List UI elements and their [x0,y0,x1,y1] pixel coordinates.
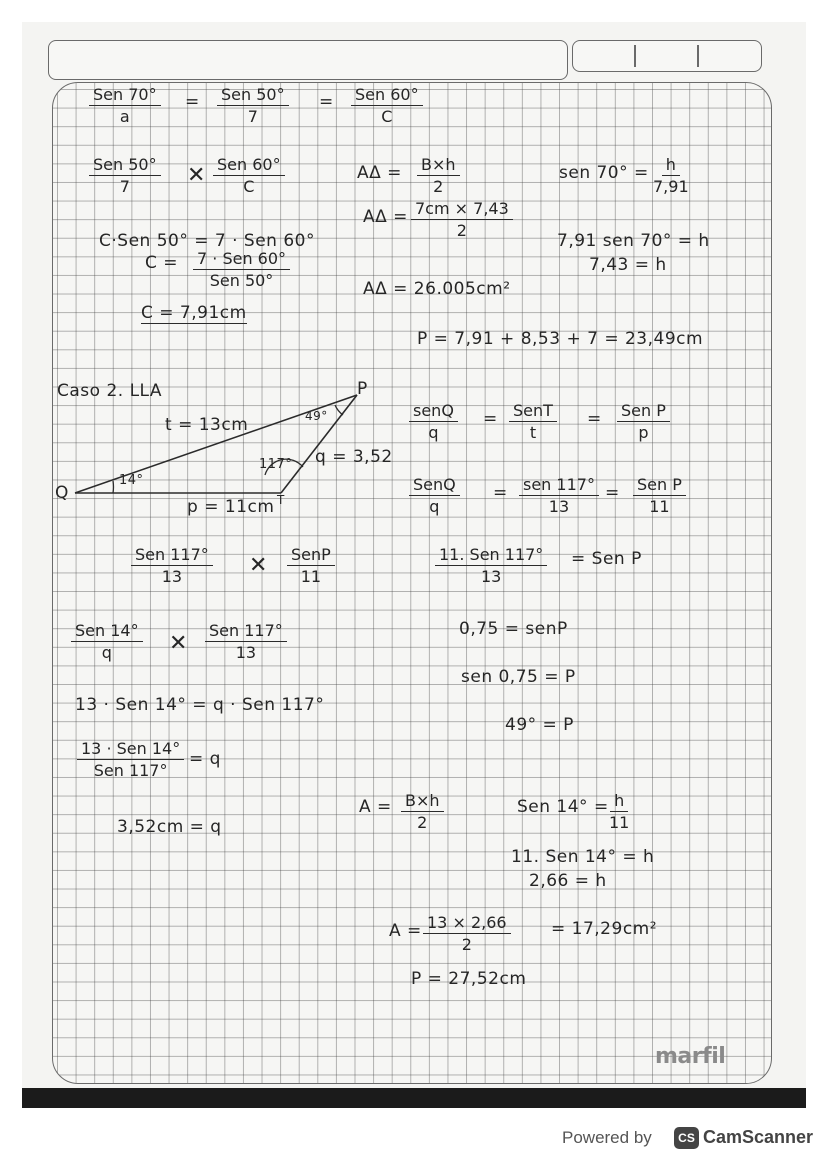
p-value-3: 49° = P [505,715,574,735]
area-sub-num: 7cm × 7,43 [411,199,513,220]
area-formula-2-num: B×h [401,791,444,812]
cross-a-left-num: Sen 117° [131,545,213,566]
case1-step2-num: 7 · Sen 60° [193,249,290,270]
law-sines-3-num: Sen P [617,401,670,422]
cross-b-left-den: q [101,643,112,662]
vertex-q: Q [55,483,69,503]
q-fraction-den: Sen 117° [93,761,168,780]
angle-t-label: 117° [259,457,293,472]
sub-sines-3-num: Sen P [633,475,686,496]
area2-num: 13 × 2,66 [423,913,511,934]
notebook-brand-logo: marfil [655,1044,726,1069]
cross-b-right [205,621,287,662]
equals-sign: = [483,409,498,429]
sen14-fraction [609,791,629,832]
vertex-p: P [357,379,368,399]
header-name-box [48,40,568,80]
sub-sines-2-den: 13 [548,497,570,516]
ratio-a-num: Sen 70° [89,85,161,106]
area-den: 2 [433,177,444,196]
cross-a-right [287,545,335,586]
area-formula-2-den: 2 [417,813,428,832]
grid-page [52,82,772,1084]
q-result: 3,52cm = q [117,817,222,837]
cross-left-den: 7 [119,177,130,196]
case2-title: Caso 2. LLA [57,381,163,401]
powered-by-text: Powered by [562,1128,652,1147]
ratio-b-den: 7 [247,107,258,126]
sen14-den: 11 [609,813,630,832]
angle-p-arc [335,405,343,415]
cross-b-right-num: Sen 117° [205,621,287,642]
equals-sign: = [587,409,602,429]
area-formula-2 [401,791,444,832]
case1-perimeter: P = 7,91 + 8,53 + 7 = 23,49cm [417,329,704,349]
area-sub-den: 2 [456,221,467,240]
sub-sines-2-num: sen 117° [519,475,599,496]
sen70-den: 7,91 [653,177,689,196]
ratio-c-num: Sen 60° [351,85,423,106]
case1-step1: C·Sen 50° = 7 · Sen 60° [99,231,315,251]
sen14-num: h [610,791,628,812]
equals-sign: = [185,92,200,112]
h2-step: 11. Sen 14° = h [511,847,655,867]
area-result: AΔ = 26.005cm² [363,279,511,299]
date-divider [634,45,636,67]
equals-sign: = [319,92,334,112]
h-result: 7,43 = h [589,255,667,275]
h-step: 7,91 sen 70° = h [557,231,710,251]
cross-multiply-icon: ✕ [187,163,206,188]
law-sines-1 [409,401,458,442]
date-divider [697,45,699,67]
vertex-t: T [277,493,285,507]
cross-b-right-den: 13 [235,643,257,662]
area2-result: = 17,29cm² [551,919,658,939]
sub-sines-3-den: 11 [649,497,670,516]
sub-sines-3 [633,475,686,516]
ratio-a-den: a [119,107,130,126]
sen70-lhs: sen 70° = [559,163,649,183]
cross-right-num: Sen 60° [213,155,285,176]
side-q-label: q = 3,52 [315,447,393,467]
p-fraction-den: 13 [480,567,502,586]
header-date-box [572,40,762,72]
area2-den: 2 [461,935,472,954]
p-value-1: 0,75 = senP [459,619,568,639]
law-sines-2-den: t [529,423,537,442]
law-sines-2 [509,401,557,442]
cross-b-left-num: Sen 14° [71,621,143,642]
law-sines-1-num: senQ [409,401,458,422]
cross-left-num: Sen 50° [89,155,161,176]
case2-perimeter: P = 27,52cm [411,969,527,989]
side-t-label: t = 13cm [165,415,249,435]
sub-sines-1-den: q [429,497,440,516]
p-fraction [435,545,547,586]
area-sub-lhs: AΔ = [363,207,408,227]
law-sines-2-num: SenT [509,401,557,422]
angle-p-label: 49° [305,409,328,423]
q-fraction-rhs: = q [189,749,221,769]
cross-multiply-icon: ✕ [169,631,188,656]
q-fraction [77,739,184,780]
p-fraction-num: 11. Sen 117° [435,545,547,566]
cross-multiply-icon: ✕ [249,553,268,578]
sub-sines-1 [409,475,460,516]
cross-a-left-den: 13 [161,567,183,586]
scan-edge-shadow [22,1088,806,1108]
area2-lhs-b: A = [389,921,422,941]
equals-sign: = [493,483,508,503]
p-fraction-rhs: = Sen P [571,549,642,569]
cross-right-den: C [243,177,255,196]
angle-q-label: 14° [119,473,144,488]
camscanner-icon: CS [674,1127,699,1149]
cross-a-right-den: 11 [300,567,322,586]
cross-a-right-num: SenP [287,545,335,566]
law-sines-3-den: p [638,423,649,442]
side-p-label: p = 11cm [187,497,275,517]
p-value-2: sen 0,75 = P [461,667,576,687]
area2-lhs-a: A = [359,797,392,817]
cross-a-left [131,545,213,586]
h2-result: 2,66 = h [529,871,607,891]
case1-result: C = 7,91cm [141,303,247,323]
sub-sines-1-num: SenQ [409,475,460,496]
ratio-b-num: Sen 50° [217,85,289,106]
law-sines-3 [617,401,670,442]
law-sines-1-den: q [428,423,439,442]
q-step-1: 13 · Sen 14° = q · Sen 117° [75,695,325,715]
area2-fraction [423,913,511,954]
sub-sines-2 [519,475,599,516]
ratio-c-den: C [381,107,393,126]
sen70-num: h [662,155,680,176]
camscanner-name: CamScanner [703,1127,814,1147]
q-fraction-num: 13 · Sen 14° [77,739,184,760]
cross-b-left [71,621,143,662]
sen14-lhs: Sen 14° = [517,797,609,817]
area-num: B×h [417,155,460,176]
area-lhs: AΔ = [357,163,402,183]
case1-step2-den: Sen 50° [209,271,274,290]
equals-sign: = [605,483,620,503]
case1-step2-lhs: C = [145,253,179,273]
